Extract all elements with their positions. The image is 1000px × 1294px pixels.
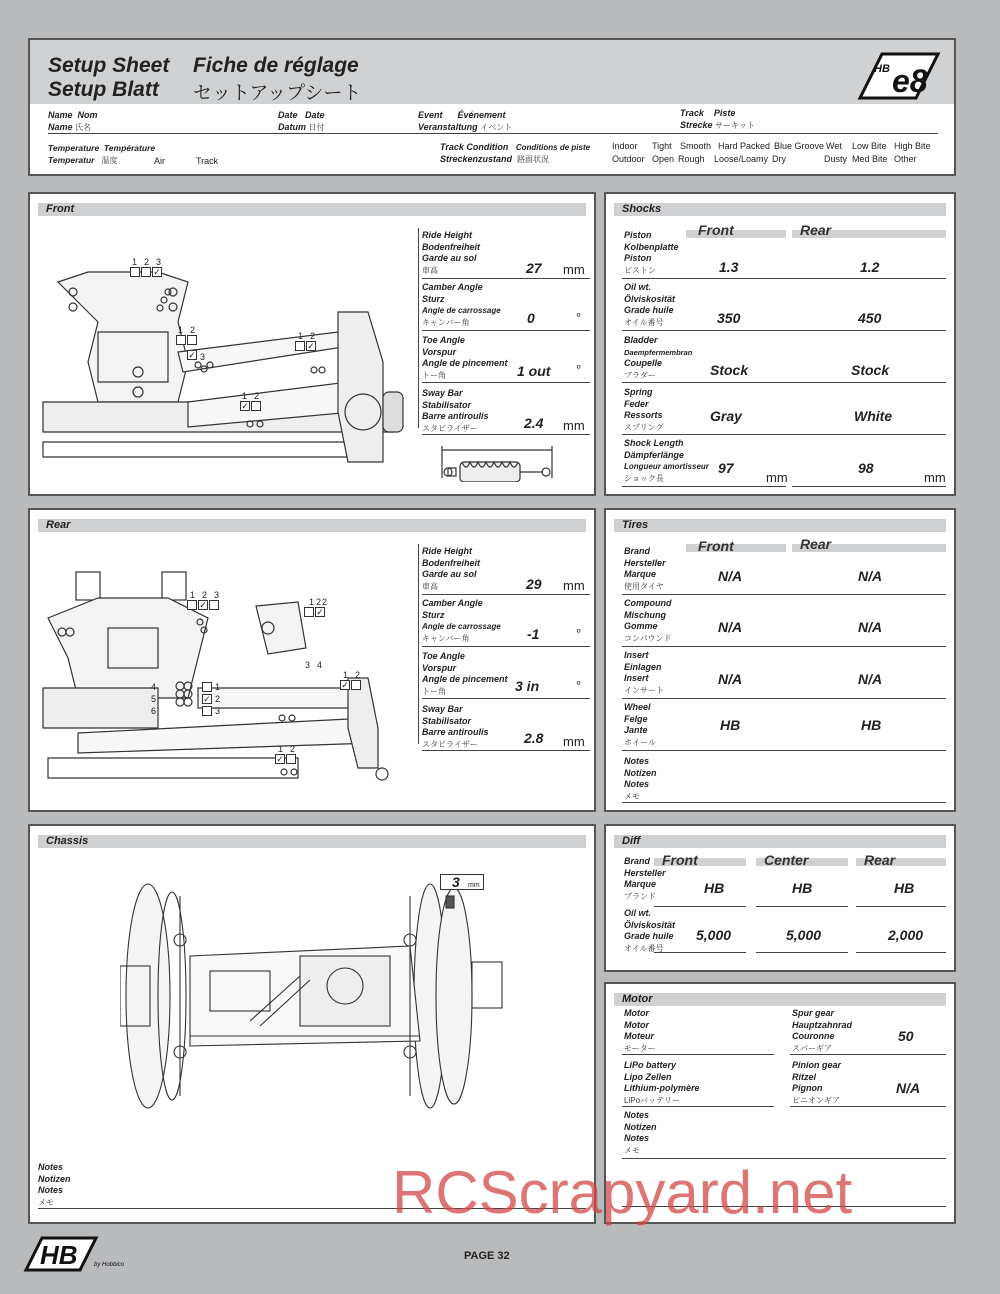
event-label: Event Événement Veranstaltung イベント (418, 110, 513, 132)
shocks-bladder-rear[interactable]: Stock (851, 362, 890, 378)
front-checkbox-8[interactable]: ✓ (307, 341, 315, 351)
rear-checkbox-12[interactable] (286, 754, 296, 764)
rear-num-4: 1 (309, 597, 315, 607)
diff-row1-line-3 (856, 952, 946, 953)
shocks-row2-line (622, 382, 946, 383)
front-panel (28, 192, 596, 496)
tires-wheel-label: Wheel Felge Jante ホイール (624, 702, 656, 747)
diff-center-header: Center (764, 852, 809, 868)
tires-row4-line (622, 802, 946, 803)
motor-lipo-label: LiPo battery Lipo Zellen Lithium-polymère LiPoバッテリー (624, 1060, 700, 1105)
front-suspension-diagram (38, 252, 418, 472)
rear-ride-height-value[interactable]: 29 (526, 576, 542, 592)
rear-checkbox-8[interactable] (202, 682, 212, 692)
tires-brand-rear[interactable]: N/A (858, 568, 883, 584)
tires-panel (604, 508, 956, 812)
logo-model-text: e8 (892, 63, 928, 99)
rear-camber-label: Camber Angle Sturz Angle de carrossage キャンバー角 (422, 598, 501, 643)
track-label: Track Piste Strecke サーキット (680, 108, 755, 130)
rear-checkbox-5[interactable]: ✓ (316, 607, 324, 617)
track-temp-label: Track (196, 156, 219, 166)
motor-title-bar: Motor (614, 993, 946, 1006)
shocks-row1-line (622, 330, 946, 331)
motor-lipo-line (622, 1106, 774, 1107)
rear-checkbox-9[interactable]: ✓ (203, 694, 211, 704)
tires-insert-label: Insert Einlagen Insert インサート (624, 650, 664, 695)
tires-wheel-rear[interactable]: HB (861, 717, 882, 733)
diff-title-bar: Diff (614, 835, 946, 848)
front-checkbox-10[interactable] (251, 401, 261, 411)
front-toe-value[interactable]: 1 out (517, 363, 551, 379)
rear-num-10: 2 (355, 670, 361, 680)
rear-checkbox-2[interactable]: ✓ (199, 600, 207, 610)
cond-indoor[interactable]: Indoor (612, 141, 638, 151)
rear-title-bar: Rear (38, 519, 586, 532)
front-checkbox-3[interactable]: ✓ (153, 267, 161, 277)
header-panel (28, 38, 956, 176)
rear-camber-value[interactable]: -1 (527, 626, 540, 642)
tires-row1-line (622, 646, 946, 647)
front-checkbox-4[interactable] (176, 335, 186, 345)
cond-hard-packed[interactable]: Hard Packed (718, 141, 771, 151)
rear-num-17: 1 (278, 744, 284, 754)
shocks-row3-line (622, 434, 946, 435)
diff-rear-header: Rear (864, 852, 896, 868)
motor-pinion-value[interactable]: N/A (896, 1080, 921, 1096)
motor-spur-line (790, 1054, 946, 1055)
front-num-6: 3 (200, 352, 206, 362)
front-camber-unit: ° (576, 310, 582, 325)
rear-ride-height-line (422, 594, 590, 595)
motor-spur-value[interactable]: 50 (898, 1028, 914, 1044)
shocks-piston-rear[interactable]: 1.2 (860, 259, 880, 275)
front-num-4: 1 (178, 325, 184, 335)
tires-notes-label: Notes Notizen Notes メモ (624, 756, 657, 801)
diff-row1-line-2 (756, 952, 848, 953)
chassis-diagram (120, 876, 560, 1116)
cond-other[interactable]: Other (894, 154, 917, 164)
rear-num-13: 6 (151, 706, 157, 716)
front-ride-height-line (422, 278, 590, 279)
cond-outdoor[interactable]: Outdoor (612, 154, 645, 164)
shocks-front-header: Front (698, 222, 734, 238)
front-toe-label: Toe Angle Vorspur Angle de pincement トー角 (422, 335, 508, 380)
page-number: PAGE 32 (464, 1250, 510, 1262)
cond-high-bite[interactable]: High Bite (894, 141, 931, 151)
rear-num-7: 3 (305, 660, 311, 670)
rear-toe-value[interactable]: 3 in (515, 678, 540, 694)
tires-wheel-front[interactable]: HB (720, 717, 741, 733)
title-fr: Fiche de réglage (193, 54, 359, 77)
hb-e8-logo (852, 48, 942, 104)
tires-compound-front[interactable]: N/A (718, 619, 743, 635)
temperature-label: Temperature Température Temperatur 温度 (48, 143, 156, 165)
diff-oil-front[interactable]: 5,000 (696, 927, 732, 943)
rear-num-8: 4 (317, 660, 323, 670)
date-label: Date Date Datum 日付 (278, 110, 325, 132)
diff-row0-line-3 (856, 906, 946, 907)
rear-camber-line (422, 646, 590, 647)
shocks-length-front[interactable]: 97 (718, 460, 734, 476)
cond-open[interactable]: Open (652, 154, 675, 164)
shock-length-diagram (438, 442, 558, 482)
front-num-2: 2 (144, 257, 150, 267)
shocks-oil-label: Oil wt. Ölviskosität Grade huile オイル番号 (624, 282, 676, 327)
rear-sway-label: Sway Bar Stabilisator Barre antiroulis スタビライザー (422, 704, 489, 749)
front-toe-unit: ° (576, 362, 582, 377)
cond-dry[interactable]: Dry (772, 154, 786, 164)
footer-logo-sub: by Hobbico (94, 1262, 125, 1268)
tires-row3-line (622, 750, 946, 751)
chassis-droop-value[interactable]: 3 (452, 874, 460, 890)
front-toe-line (422, 382, 590, 383)
diff-brand-rear[interactable]: HB (894, 880, 915, 896)
rear-num-1: 1 (190, 590, 196, 600)
rear-checkbox-1[interactable] (187, 600, 197, 610)
tires-compound-label: Compound Mischung Gomme コンパウンド (624, 598, 672, 643)
shocks-length-rear[interactable]: 98 (858, 460, 874, 476)
cond-rough[interactable]: Rough (678, 154, 705, 164)
rear-sway-unit: mm (563, 734, 585, 749)
front-num-5: 2 (190, 325, 196, 335)
rear-num-5: 2 (316, 597, 322, 607)
rear-checkbox-7[interactable] (351, 680, 361, 690)
front-camber-line (422, 330, 590, 331)
diff-row0-line-1 (654, 906, 746, 907)
rear-num-9: 1 (343, 670, 349, 680)
rear-ride-height-label: Ride Height Bodenfreiheit Garde au sol 車高 (422, 546, 481, 591)
front-checkbox-9[interactable]: ✓ (241, 401, 249, 411)
shocks-rear-header: Rear (800, 222, 832, 238)
front-checkbox-6[interactable]: ✓ (188, 350, 196, 360)
front-sway-line (422, 434, 590, 435)
motor-notes-label: Notes Notizen Notes メモ (624, 1110, 657, 1155)
footer-logo-text: HB (40, 1240, 78, 1270)
rear-num-2: 2 (202, 590, 208, 600)
title-jp: セットアップシート (193, 83, 362, 104)
rear-checkbox-11[interactable]: ✓ (276, 754, 284, 764)
front-num-8: 2 (310, 331, 316, 341)
shocks-oil-front[interactable]: 350 (717, 310, 741, 326)
front-checkbox-1[interactable] (130, 267, 140, 277)
shocks-spring-rear[interactable]: White (854, 408, 893, 424)
air-label: Air (154, 156, 165, 166)
rear-ride-height-unit: mm (563, 578, 585, 593)
rear-camber-unit: ° (576, 626, 582, 641)
track-condition-label: Track Condition Conditions de piste Streckenzustand 路面状況 (440, 142, 591, 164)
cond-dusty[interactable]: Dusty (824, 154, 848, 164)
rear-checkbox-3[interactable] (209, 600, 219, 610)
shocks-piston-label: Piston Kolbenplatte Piston ピストン (624, 230, 679, 275)
diff-oil-center[interactable]: 5,000 (786, 927, 822, 943)
tires-title-bar: Tires (614, 519, 946, 532)
shocks-title-bar: Shocks (614, 203, 946, 216)
rear-settings-divider (418, 544, 419, 744)
front-sway-label: Sway Bar Stabilisator Barre antiroulis スタビライザー (422, 388, 489, 433)
diff-brand-label: Brand Hersteller Marque ブランド (624, 856, 666, 901)
motor-spur-label: Spur gear Hauptzahnrad Couronne スパーギア (792, 1008, 853, 1053)
front-num-3: 3 (156, 257, 162, 267)
field-underline (48, 133, 938, 134)
rear-toe-line (422, 698, 590, 699)
front-num-1: 1 (132, 257, 138, 267)
shocks-row4-line-left (622, 486, 786, 487)
motor-pinion-line (790, 1106, 946, 1107)
rear-num-12: 5 (151, 694, 157, 704)
front-num-9: 1 (242, 391, 248, 401)
diff-oil-label: Oil wt. Ölviskosität Grade huile オイル番号 (624, 908, 676, 953)
diff-row1-line-1 (654, 952, 746, 953)
shocks-bladder-label: Bladder Daempfermembran Coupelle ブラダー (624, 335, 693, 380)
front-ride-height-unit: mm (563, 262, 585, 277)
front-checkbox-2[interactable] (141, 267, 151, 277)
cond-loose-loamy[interactable]: Loose/Loamy (714, 154, 769, 164)
chassis-droop-unit: mm (468, 882, 480, 889)
rcscrapyard-watermark: RCScrapyard.net (392, 1159, 853, 1226)
shocks-spring-front[interactable]: Gray (710, 408, 742, 424)
front-ride-height-value[interactable]: 27 (526, 260, 542, 276)
shocks-piston-front[interactable]: 1.3 (719, 259, 739, 275)
front-num-10: 2 (254, 391, 260, 401)
front-num-7: 1 (298, 331, 304, 341)
chassis-notes-label: Notes Notizen Notes メモ (38, 1162, 71, 1207)
front-camber-label: Camber Angle Sturz Angle de carrossage キャンバー角 (422, 282, 501, 327)
rear-toe-unit: ° (576, 678, 582, 693)
rear-checkbox-4[interactable] (304, 607, 314, 617)
tires-compound-rear[interactable]: N/A (858, 619, 883, 635)
title-de: Setup Blatt (48, 78, 159, 101)
tires-brand-front[interactable]: N/A (718, 568, 743, 584)
cond-tight[interactable]: Tight (652, 141, 672, 151)
shocks-length-label: Shock Length Dämpferlänge Longueur amortisseur ショック長 (624, 438, 709, 483)
cond-med-bite[interactable]: Med Bite (852, 154, 888, 164)
shocks-spring-label: Spring Feder Ressorts スプリング (624, 387, 664, 432)
rear-num-3: 3 (214, 590, 220, 600)
tires-insert-rear[interactable]: N/A (858, 671, 883, 687)
rear-sway-value[interactable]: 2.8 (524, 730, 544, 746)
motor-pinion-label: Pinion gear Ritzel Pignon ピニオンギア (792, 1060, 842, 1105)
diff-front-header: Front (662, 852, 698, 868)
front-settings-divider (418, 228, 419, 428)
cond-low-bite[interactable]: Low Bite (852, 141, 887, 151)
rear-num-16: 3 (215, 706, 221, 716)
shocks-panel (604, 192, 956, 496)
front-sway-value[interactable]: 2.4 (524, 415, 544, 431)
rear-toe-label: Toe Angle Vorspur Angle de pincement トー角 (422, 651, 508, 696)
rear-num-18: 2 (290, 744, 296, 754)
diff-row0-line-2 (756, 906, 848, 907)
front-ride-height-label: Ride Height Bodenfreiheit Garde au sol 車高 (422, 230, 481, 275)
front-checkbox-7[interactable] (295, 341, 305, 351)
front-title-bar: Front (38, 203, 586, 216)
cond-smooth[interactable]: Smooth (680, 141, 712, 151)
hb-footer-logo (20, 1234, 136, 1274)
shocks-length-rear-unit: mm (924, 470, 946, 485)
tires-brand-label: Brand Hersteller Marque 使用タイヤ (624, 546, 666, 591)
shocks-oil-rear[interactable]: 450 (858, 310, 882, 326)
front-checkbox-5[interactable] (187, 335, 197, 345)
tires-rear-header: Rear (800, 536, 832, 552)
tires-row0-line (622, 594, 946, 595)
logo-hb-text: HB (874, 63, 890, 75)
rear-num-11: 4 (151, 682, 157, 692)
cond-blue-groove[interactable]: Blue Groove (774, 141, 825, 151)
cond-wet[interactable]: Wet (826, 141, 842, 151)
shocks-row0-line (622, 278, 946, 279)
diff-panel (604, 824, 956, 972)
rear-num-14: 1 (215, 682, 221, 692)
tires-front-header: Front (698, 538, 734, 554)
motor-motor-line (622, 1054, 774, 1055)
tires-insert-front[interactable]: N/A (718, 671, 743, 687)
rear-sway-line (422, 750, 590, 751)
shocks-length-front-unit: mm (766, 470, 788, 485)
tires-row2-line (622, 698, 946, 699)
front-camber-value[interactable]: 0 (527, 310, 535, 326)
front-sway-unit: mm (563, 418, 585, 433)
rear-num-6: 2 (322, 597, 328, 607)
shocks-bladder-front[interactable]: Stock (710, 362, 749, 378)
shocks-row4-line (792, 486, 946, 487)
name-label: Name Nom Name 氏名 (48, 110, 98, 132)
rear-panel (28, 508, 596, 812)
diff-oil-rear[interactable]: 2,000 (888, 927, 924, 943)
title-en: Setup Sheet (48, 54, 170, 77)
diff-brand-front[interactable]: HB (704, 880, 725, 896)
rear-checkbox-10[interactable] (202, 706, 212, 716)
motor-motor-label: Motor Motor Moteur モーター (624, 1008, 656, 1053)
rear-checkbox-6[interactable]: ✓ (341, 680, 349, 690)
chassis-title-bar: Chassis (38, 835, 586, 848)
rear-num-15: 2 (215, 694, 221, 704)
diff-brand-center[interactable]: HB (792, 880, 813, 896)
